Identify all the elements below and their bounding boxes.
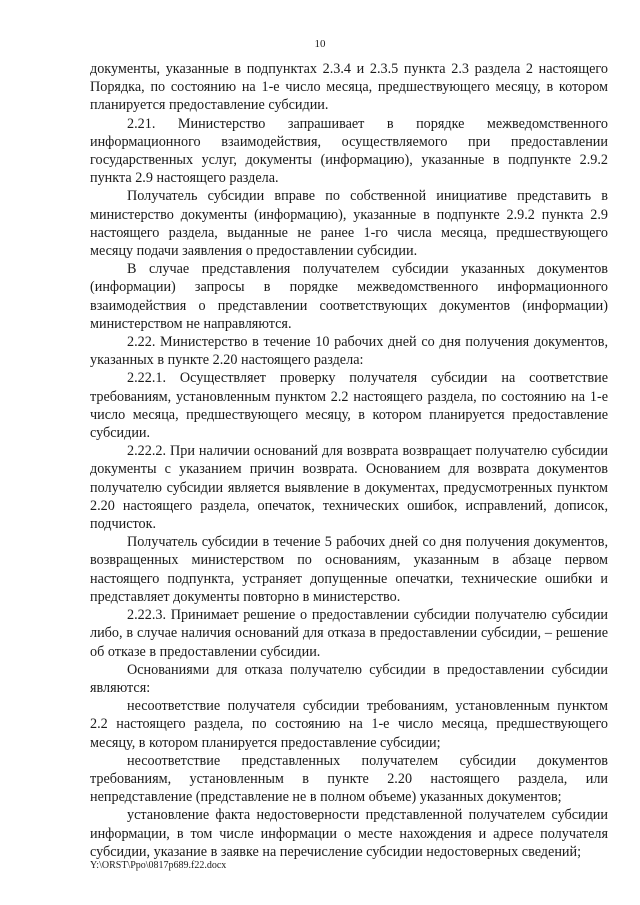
paragraph-2-22-3: 2.22.3. Принимает решение о предоставлении субсидии получателю субсидии либо, в случае наличия оснований для отказа в предоставлении субсидии, – решение об отказе в предоставлении субсидии. bbox=[90, 607, 608, 660]
paragraph-2-21: 2.21. Министерство запрашивает в порядке межведомственного информационного взаимодействия, осуществляемого при предоставлении государственных услуг, документы (информацию), указанные в подпункте 2.9.2 пункта 2.9 настоящего раздела. bbox=[90, 115, 608, 187]
list-item: несоответствие представленных получателем субсидии документов требованиям, установленным в пункте 2.20 настоящего раздела, или непредставление (представление не в полном объеме) указанных документов; bbox=[90, 752, 608, 806]
paragraph: Основаниями для отказа получателю субсидии в предоставлении субсидии являются: bbox=[90, 661, 608, 696]
document-body bbox=[90, 60, 608, 861]
paragraph-2-22-2: 2.22.2. При наличии оснований для возврата возвращает получателю субсидии документы с указанием причин возврата. Основанием для возврата документов получателю субсидии является выявление в документах, предусмотренных пунктом 2.20 настоящего раздела, опечаток, технических ошибок, исправлений, дописок, подчисток. bbox=[90, 443, 608, 533]
footer-file-path: Y:\ORST\Ppo\0817p689.f22.docx bbox=[90, 860, 227, 871]
paragraph-2-22-1: 2.22.1. Осуществляет проверку получателя субсидии на соответствие требованиям, установленным пунктом 2.2 настоящего раздела, по состоянию на 1-е число месяца, предшествующего месяцу, в котором планируется предоставление субсидии. bbox=[90, 370, 608, 442]
paragraph-continuation: документы, указанные в подпунктах 2.3.4 и 2.3.5 пункта 2.3 раздела 2 настоящего Порядка, по состоянию на 1-е число месяца, предшествующего месяцу, в котором планируется предоставление субсидии. bbox=[90, 61, 608, 114]
list-item: несоответствие получателя субсидии требованиям, установленным пунктом 2.2 настоящего раздела, по состоянию на 1-е число месяца, предшествующего месяцу, в котором планируется предоставление субсидии; bbox=[90, 698, 608, 751]
paragraph-2-22: 2.22. Министерство в течение 10 рабочих дней со дня получения документов, указанных в пункте 2.20 настоящего раздела: bbox=[90, 334, 608, 369]
paragraph: Получатель субсидии в течение 5 рабочих дней со дня получения документов, возвращенных министерством по основаниям, указанным в абзаце первом настоящего подпункта, устраняет допущенные опечатки, технические ошибки и представляет документы повторно в министерство. bbox=[90, 534, 608, 605]
paragraph: В случае представления получателем субсидии указанных документов (информации) запросы в порядке межведомственного информационного взаимодействия о представлении соответствующих документов (информации) министерством не направляются. bbox=[90, 261, 608, 332]
page-number: 10 bbox=[314, 38, 326, 50]
paragraph: Получатель субсидии вправе по собственной инициативе представить в министерство документы (информацию), указанные в подпункте 2.9.2 пункта 2.9 настоящего раздела, выданные не ранее 1-го числа месяца, предшествующего месяцу подачи заявления о предоставлении субсидии. bbox=[90, 188, 608, 260]
list-item: установление факта недостоверности представленной получателем субсидии информации, в том числе информации о месте нахождения и адресе получателя субсидии, указание в заявке на перечисление субсидии недостоверных сведений; bbox=[90, 807, 608, 860]
